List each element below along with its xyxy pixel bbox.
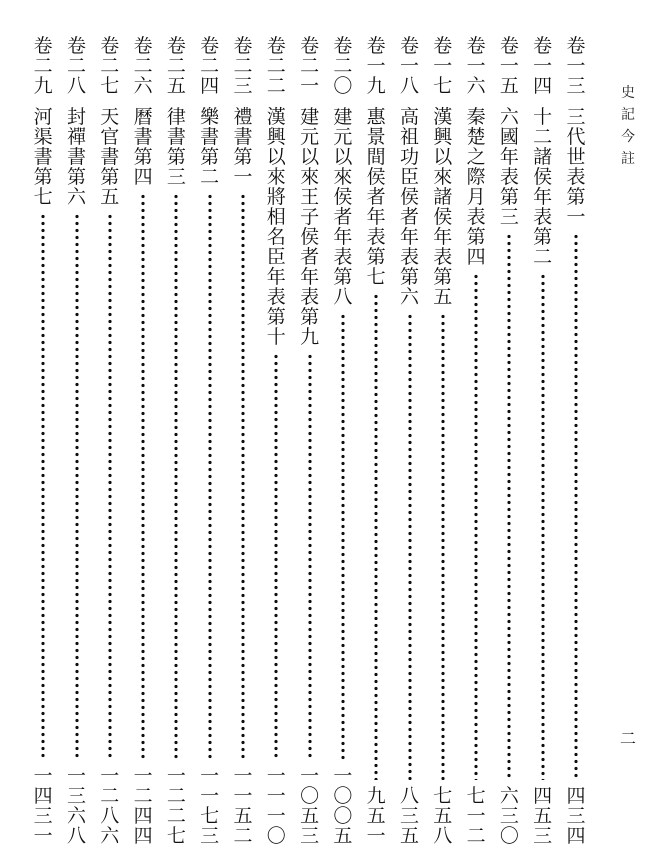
leader-dots <box>308 353 312 760</box>
toc-entry <box>332 36 354 848</box>
leader-dots <box>374 293 378 780</box>
page-number: 二 <box>619 729 636 748</box>
leader-dots <box>541 273 545 780</box>
leader-dots <box>574 233 578 780</box>
volume-label: 卷 二 五 <box>166 35 186 97</box>
toc-entry <box>32 36 54 848</box>
leader-dots <box>474 273 478 780</box>
volume-label: 卷 二 三 <box>233 35 253 97</box>
leader-dots <box>274 353 278 760</box>
volume-label: 卷 一 五 <box>499 35 519 97</box>
volume-label: 卷 一 三 <box>566 35 586 97</box>
volume-label: 卷 二 四 <box>200 35 220 97</box>
leader-dots <box>241 193 245 760</box>
toc-entry <box>199 36 221 848</box>
chapter-title: 漢 興 以 來 諸 侯 年 表 第 五 <box>433 106 453 308</box>
volume-label: 卷 一 八 <box>399 35 419 97</box>
chapter-title: 封 禪 書 第 六 <box>66 106 86 208</box>
volume-label: 卷 一 九 <box>366 35 386 97</box>
chapter-title: 漢 興 以 來 將 相 名 臣 年 表 第 十 <box>266 106 286 348</box>
page-reference: 一 一 七 三 <box>200 765 220 847</box>
leader-dots <box>174 193 178 760</box>
toc-entry <box>232 36 254 848</box>
chapter-title: 天 官 書 第 五 <box>100 106 120 208</box>
running-head-char: 今 <box>621 129 635 145</box>
page-reference: 一 〇 〇 五 <box>333 765 353 847</box>
chapter-title: 建 元 以 來 侯 者 年 表 第 八 <box>333 106 353 308</box>
leader-dots <box>41 213 45 760</box>
page-reference: 一 三 六 八 <box>66 765 86 847</box>
toc-entry <box>99 36 121 848</box>
volume-label: 卷 一 七 <box>433 35 453 97</box>
chapter-title: 三 代 世 表 第 一 <box>566 106 586 228</box>
volume-label: 卷 二 八 <box>66 35 86 97</box>
chapter-title: 律 書 第 三 <box>166 106 186 188</box>
toc-entry <box>132 36 154 848</box>
volume-label: 卷 二 九 <box>33 35 53 97</box>
chapter-title: 六 國 年 表 第 三 <box>499 106 519 228</box>
chapter-title: 高 祖 功 臣 侯 者 年 表 第 六 <box>399 106 419 308</box>
leader-dots <box>75 213 79 760</box>
volume-label: 卷 二 六 <box>133 35 153 97</box>
leader-dots <box>441 313 445 780</box>
toc-entry <box>465 36 487 848</box>
leader-dots <box>341 313 345 760</box>
volume-label: 卷 二 一 <box>300 35 320 97</box>
page-reference: 四 五 三 <box>533 785 553 847</box>
leader-dots <box>408 313 412 780</box>
page-reference: 四 三 四 <box>566 785 586 847</box>
page-reference: 六 三 〇 <box>499 785 519 847</box>
page-reference: 一 一 五 二 <box>233 765 253 847</box>
volume-label: 卷 一 四 <box>533 35 553 97</box>
toc-entry <box>532 36 554 848</box>
chapter-title: 河 渠 書 第 七 <box>33 106 53 208</box>
toc-entry <box>66 36 88 848</box>
page-reference: 一 二 二 七 <box>166 765 186 847</box>
running-head-char: 史 <box>621 85 635 101</box>
toc-entry <box>565 36 587 848</box>
toc-entry <box>399 36 421 848</box>
chapter-title: 曆 書 第 四 <box>133 106 153 188</box>
chapter-title: 秦 楚 之 際 月 表 第 四 <box>466 106 486 268</box>
chapter-title: 十 二 諸 侯 年 表 第 二 <box>533 106 553 268</box>
volume-label: 卷 二 七 <box>100 35 120 97</box>
toc-entry <box>165 36 187 848</box>
page-reference: 一 二 八 六 <box>100 765 120 847</box>
page-reference: 七 五 八 <box>433 785 453 847</box>
chapter-title: 建 元 以 來 王 子 侯 者 年 表 第 九 <box>300 106 320 348</box>
volume-label: 卷 二 〇 <box>333 35 353 97</box>
volume-label: 卷 一 六 <box>466 35 486 97</box>
volume-label: 卷 二 二 <box>266 35 286 97</box>
leader-dots <box>108 213 112 760</box>
running-head-char: 記 <box>621 107 635 123</box>
chapter-title: 樂 書 第 二 <box>200 106 220 188</box>
toc-entry <box>365 36 387 848</box>
page-reference: 一 四 三 一 <box>33 765 53 847</box>
page-reference: 九 五 一 <box>366 785 386 847</box>
page-reference: 七 一 二 <box>466 785 486 847</box>
toc-entry <box>299 36 321 848</box>
running-head <box>619 82 637 170</box>
page-reference: 一 一 一 〇 <box>266 765 286 847</box>
page-reference: 一 〇 五 三 <box>300 765 320 847</box>
leader-dots <box>507 233 511 780</box>
chapter-title: 禮 書 第 一 <box>233 106 253 188</box>
leader-dots <box>141 193 145 760</box>
leader-dots <box>208 193 212 760</box>
page-reference: 一 二 四 四 <box>133 765 153 847</box>
page-reference: 八 三 五 <box>399 785 419 847</box>
toc-entry <box>432 36 454 848</box>
running-head-char: 註 <box>621 151 635 167</box>
toc-entry <box>498 36 520 848</box>
toc-entry <box>265 36 287 848</box>
chapter-title: 惠 景 間 侯 者 年 表 第 七 <box>366 106 386 288</box>
